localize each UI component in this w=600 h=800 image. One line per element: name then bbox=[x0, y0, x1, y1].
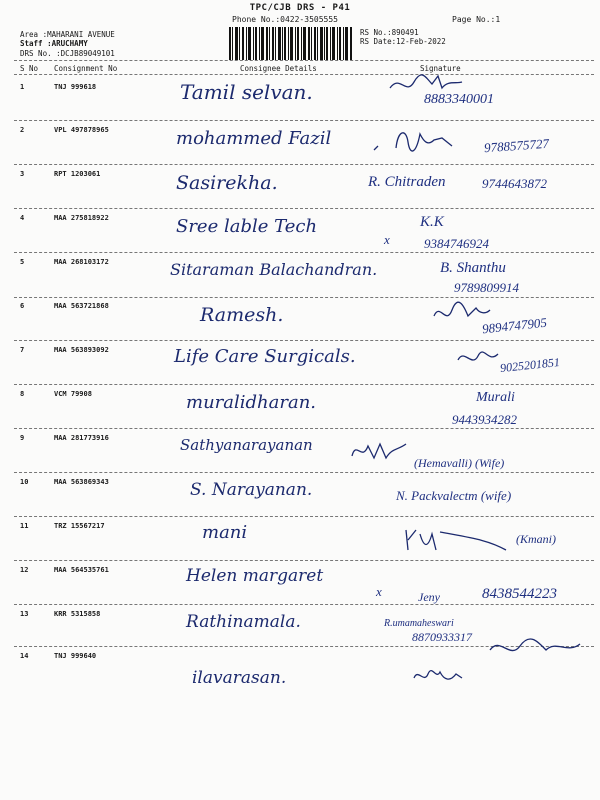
phone-handwriting: 9025201851 bbox=[499, 354, 561, 376]
consignee-handwriting: Rathinamala. bbox=[186, 612, 301, 632]
phone-handwriting: 9894747905 bbox=[481, 314, 548, 337]
receiver-handwriting: (Hemavalli) (Wife) bbox=[414, 456, 505, 470]
receiver-handwriting: K.K bbox=[420, 214, 444, 230]
phone-handwriting: 9788575727 bbox=[483, 135, 550, 156]
row-sno: 7 bbox=[20, 346, 25, 354]
signature-scribble bbox=[486, 634, 586, 662]
consignee-handwriting: Sathyanarayanan bbox=[180, 436, 313, 454]
divider bbox=[14, 208, 594, 209]
consignee-handwriting: ilavarasan. bbox=[192, 668, 287, 688]
cross-mark: x bbox=[376, 584, 382, 599]
row-consignment-no: MAA 563869343 bbox=[54, 478, 109, 486]
row-sno: 14 bbox=[20, 652, 29, 660]
consignee-handwriting: Sasirekha. bbox=[176, 172, 278, 194]
divider bbox=[14, 604, 594, 605]
row-consignment-no: MAA 563893092 bbox=[54, 346, 109, 354]
signature-scribble bbox=[454, 346, 504, 370]
column-consignment: Consignment No bbox=[54, 64, 118, 73]
row-consignment-no: TRZ 15567217 bbox=[54, 522, 105, 530]
divider bbox=[14, 516, 594, 517]
consignee-handwriting: mohammed Fazil bbox=[176, 128, 332, 149]
receiver-handwriting: N. Packvalectm (wife) bbox=[396, 488, 512, 503]
divider bbox=[14, 340, 594, 341]
row-consignment-no: TNJ 999640 bbox=[54, 652, 97, 660]
row-consignment-no: KRR 5315858 bbox=[54, 610, 101, 618]
divider bbox=[14, 472, 594, 473]
row-sno: 8 bbox=[20, 390, 25, 398]
phone-number: Phone No.:0422-3505555 bbox=[232, 15, 338, 24]
phone-handwriting: 9789809914 bbox=[454, 280, 519, 295]
area-label: Area :MAHARANI AVENUE bbox=[20, 30, 115, 39]
phone-handwriting: 8870933317 bbox=[412, 630, 472, 644]
cross-mark: x bbox=[384, 232, 390, 247]
consignee-handwriting: Sree lable Tech bbox=[176, 216, 318, 237]
phone-handwriting: 8438544223 bbox=[482, 586, 557, 602]
signature-scribble bbox=[372, 124, 486, 160]
row-consignment-no: RPT 1203061 bbox=[54, 170, 101, 178]
divider bbox=[14, 164, 594, 165]
divider bbox=[14, 384, 594, 385]
consignee-handwriting: Tamil selvan. bbox=[180, 80, 313, 104]
consignee-handwriting: Life Care Surgicals. bbox=[174, 346, 356, 367]
divider bbox=[14, 560, 594, 561]
consignee-handwriting: Helen margaret bbox=[186, 566, 324, 586]
column-consignee: Consignee Details bbox=[240, 64, 317, 73]
divider bbox=[14, 252, 594, 253]
divider bbox=[14, 74, 594, 75]
row-sno: 10 bbox=[20, 478, 29, 486]
row-sno: 13 bbox=[20, 610, 29, 618]
signature-scribble bbox=[348, 438, 412, 466]
consignee-handwriting: Sitaraman Balachandran. bbox=[170, 260, 378, 279]
consignee-handwriting: mani bbox=[202, 522, 248, 543]
row-sno: 1 bbox=[20, 83, 25, 91]
column-signature: Signature bbox=[420, 64, 461, 73]
row-consignment-no: MAA 564535761 bbox=[54, 566, 109, 574]
row-consignment-no: TNJ 999618 bbox=[54, 83, 97, 91]
row-consignment-no: MAA 281773916 bbox=[54, 434, 109, 442]
row-sno: 2 bbox=[20, 126, 25, 134]
receiver-handwriting: Jeny bbox=[418, 590, 440, 604]
barcode-image bbox=[229, 27, 353, 60]
phone-handwriting: 9744643872 bbox=[482, 176, 547, 191]
rs-date: RS Date:12-Feb-2022 bbox=[360, 37, 446, 46]
row-consignment-no: VCM 79908 bbox=[54, 390, 92, 398]
row-sno: 4 bbox=[20, 214, 25, 222]
row-sno: 12 bbox=[20, 566, 29, 574]
page-number: Page No.:1 bbox=[452, 15, 501, 24]
row-sno: 6 bbox=[20, 302, 25, 310]
row-consignment-no: MAA 275818922 bbox=[54, 214, 109, 222]
divider bbox=[14, 60, 594, 61]
divider bbox=[14, 297, 594, 298]
column-sno: S No bbox=[20, 64, 39, 73]
consignee-handwriting: S. Narayanan. bbox=[190, 480, 313, 500]
phone-handwriting: 8883340001 bbox=[424, 92, 494, 107]
row-consignment-no: MAA 268103172 bbox=[54, 258, 109, 266]
receiver-handwriting: B. Shanthu bbox=[440, 260, 506, 276]
receiver-handwriting: R.umamaheswari bbox=[384, 618, 454, 629]
receiver-handwriting: (Kmani) bbox=[516, 532, 556, 546]
row-sno: 3 bbox=[20, 170, 25, 178]
receiver-handwriting: R. Chitraden bbox=[368, 174, 446, 190]
row-consignment-no: VPL 497878965 bbox=[54, 126, 109, 134]
staff-label: Staff :ARUCHAMY bbox=[20, 39, 88, 48]
row-sno: 11 bbox=[20, 522, 29, 530]
phone-handwriting: 9443934282 bbox=[452, 412, 517, 427]
row-consignment-no: MAA 563721868 bbox=[54, 302, 109, 310]
row-sno: 9 bbox=[20, 434, 25, 442]
divider bbox=[14, 428, 594, 429]
sheet-title: TPC/CJB DRS - P41 bbox=[249, 3, 351, 13]
receiver-handwriting: Murali bbox=[476, 390, 515, 405]
divider bbox=[14, 120, 594, 121]
row-sno: 5 bbox=[20, 258, 25, 266]
signature-scribble bbox=[410, 664, 470, 688]
consignee-handwriting: muralidharan. bbox=[186, 392, 317, 413]
phone-handwriting: 9384746924 bbox=[424, 236, 489, 251]
consignee-handwriting: Ramesh. bbox=[200, 304, 284, 326]
rs-number: RS No.:890491 bbox=[360, 28, 419, 37]
signature-scribble bbox=[402, 524, 512, 554]
drs-number: DRS No. :DCJB89049101 bbox=[20, 49, 115, 58]
